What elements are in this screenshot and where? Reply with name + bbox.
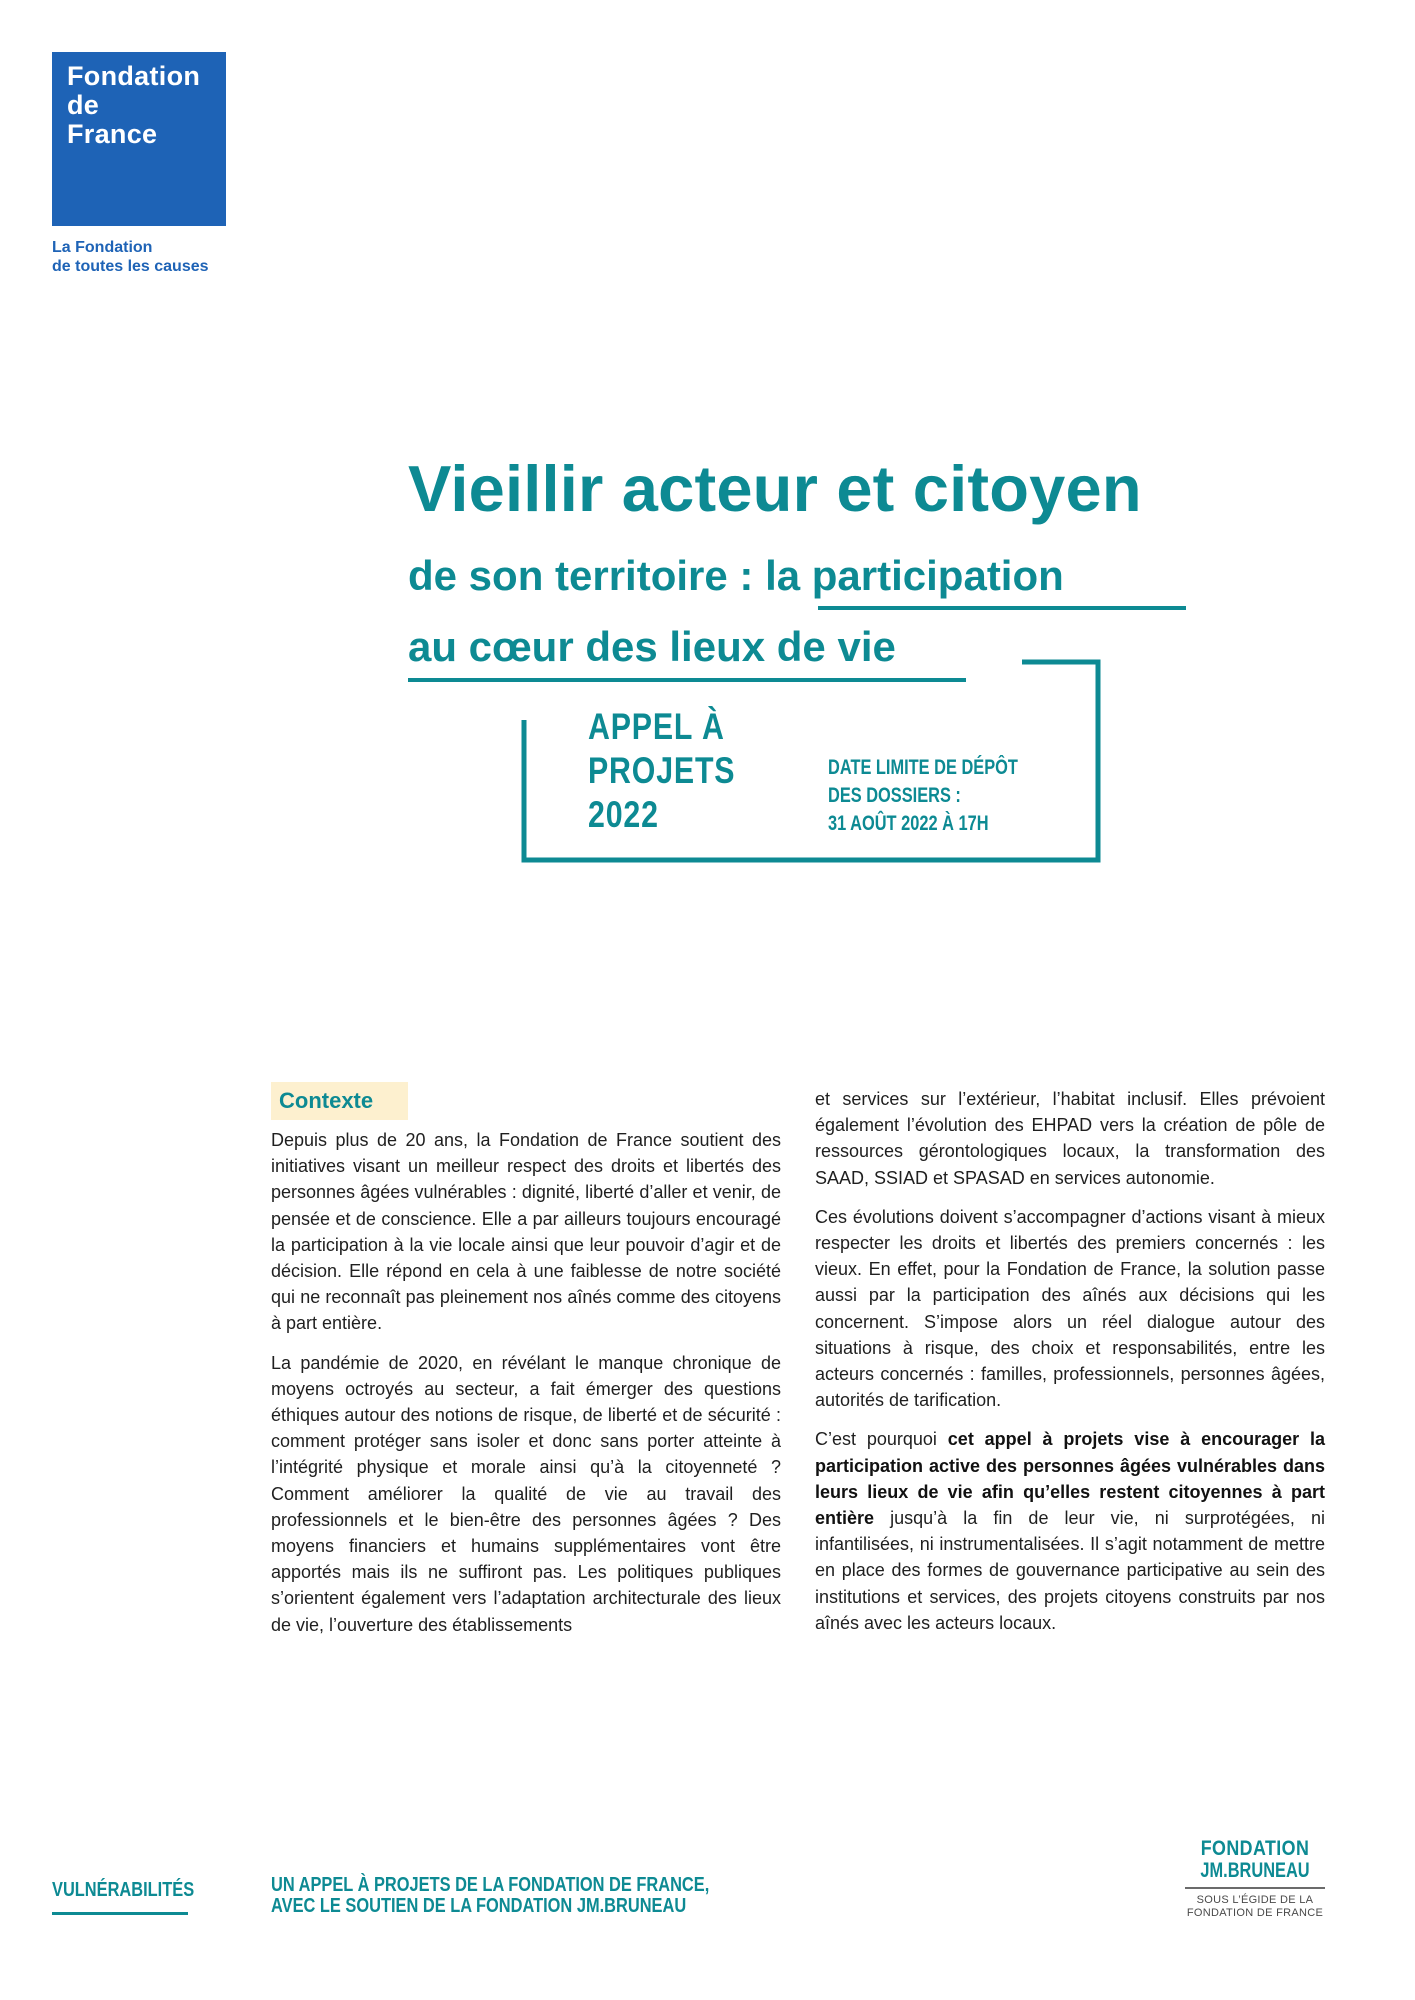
deadline-label (828, 754, 1018, 838)
partner-divider (1185, 1887, 1325, 1889)
partner-sub-line: SOUS L’ÉGIDE DE LA (1196, 1894, 1314, 1906)
page-title: Vieillir acteur et citoyen (408, 452, 1142, 525)
body-column-left (271, 1127, 781, 1651)
fondation-de-france-logo (52, 52, 226, 226)
tagline-line: de toutes les causes (52, 258, 209, 275)
call-line: APPEL À (588, 706, 725, 747)
paragraph-text: C’est pourquoi (815, 1429, 948, 1450)
subtitle-underlined: la participation (765, 552, 1064, 599)
body-column-right (815, 1086, 1325, 1649)
fondation-jm-bruneau-logo (1185, 1838, 1325, 1920)
category-underline (52, 1912, 188, 1915)
call-for-projects-label (588, 705, 735, 837)
section-heading: Contexte (271, 1082, 408, 1120)
paragraph-highlight (815, 1426, 1325, 1636)
deadline-line: DES DOSSIERS : (828, 784, 961, 807)
tagline-line: La Fondation (52, 239, 153, 256)
subtitle-underline (818, 606, 1186, 610)
support-note (271, 1875, 709, 1917)
partner-name-line: FONDATION (1200, 1837, 1310, 1860)
deadline-line: DATE LIMITE DE DÉPÔT (828, 756, 1018, 779)
partner-sub-line: FONDATION DE FRANCE (1186, 1907, 1324, 1919)
deadline-line: 31 AOÛT 2022 À 17H (828, 812, 989, 835)
paragraph: et services sur l’extérieur, l’habitat inclusif. Elles prévoient également l’évolution des EHPAD vers la création de pôle de ressources gérontologiques locaux, la transformation des SAAD, SSIAD et SPASAD en services autonomie. (815, 1089, 1325, 1188)
support-line: AVEC LE SOUTIEN DE LA FONDATION JM.BRUNEAU (271, 1895, 687, 1917)
logo-line: Fondation (67, 61, 201, 91)
subtitle-line-2 (408, 551, 1064, 601)
subtitle-line-3: au cœur des lieux de vie (408, 623, 896, 670)
paragraph-bold: cet appel à projets vise à encourager la participation active des personnes âgées vulnérables dans leurs lieux de vie afin qu’elles restent citoyennes à part entière (815, 1429, 1325, 1529)
paragraph: Depuis plus de 20 ans, la Fondation de France soutient des initiatives visant un meilleur respect des droits et libertés des personnes âgées vulnérables : dignité, liberté d’aller et venir, de pensée et de conscience. Elle a par ailleurs toujours encouragé la participation à la vie locale ainsi que leur pouvoir d’agir et de décision. Elle répond en cela à une faiblesse de notre société qui ne reconnaît pas pleinement nos aînés comme des citoyens à part entière. (271, 1130, 781, 1334)
category-label: VULNÉRABILITÉS (52, 1879, 195, 1901)
subtitle-plain: de son territoire : (408, 552, 766, 599)
logo-line: France (67, 119, 158, 149)
partner-name-line: JM.BRUNEAU (1200, 1859, 1310, 1882)
call-line: PROJETS (588, 750, 736, 791)
logo-line: de (67, 90, 100, 120)
tagline (52, 238, 209, 276)
paragraph: Ces évolutions doivent s’accompagner d’actions visant à mieux respecter les droits et libertés des premiers concernés : les vieux. En effet, pour la Fondation de France, la solution passe aussi par la participation des aînés aux décisions qui les concernent. S’impose alors un réel dialogue autour des situations à risque, des choix et responsabilités, entre les acteurs concernés : familles, professionnels, personnes âgées, autorités de tarification. (815, 1206, 1325, 1411)
call-line: 2022 (588, 794, 659, 835)
support-line: UN APPEL À PROJETS DE LA FONDATION DE FRANCE, (271, 1874, 710, 1896)
paragraph-text: jusqu’à la fin de leur vie, ni surprotégées, ni infantilisées, ni instrumentalisées. Il s’agit notamment de mettre en place des formes de gouvernance participative au sein des institutions et services, des projets citoyens construits par nos aînés avec les acteurs locaux. (815, 1508, 1325, 1633)
paragraph: La pandémie de 2020, en révélant le manque chronique de moyens octroyés au secteur, a fait émerger des questions éthiques autour des notions de risque, de liberté et de sécurité : comment protéger sans isoler et donc sans porter atteinte à l’intégrité physique et morale ainsi qu’à la citoyenneté ? Comment améliorer la qualité de vie au travail des professionnels et le bien-être des personnes âgées ? Des moyens financiers et humains supplémentaires vont être apportés mais ils ne suffiront pas. Les politiques publiques s’orientent également vers l’adaptation architecturale des lieux de vie, l’ouverture des établissements (271, 1352, 781, 1635)
